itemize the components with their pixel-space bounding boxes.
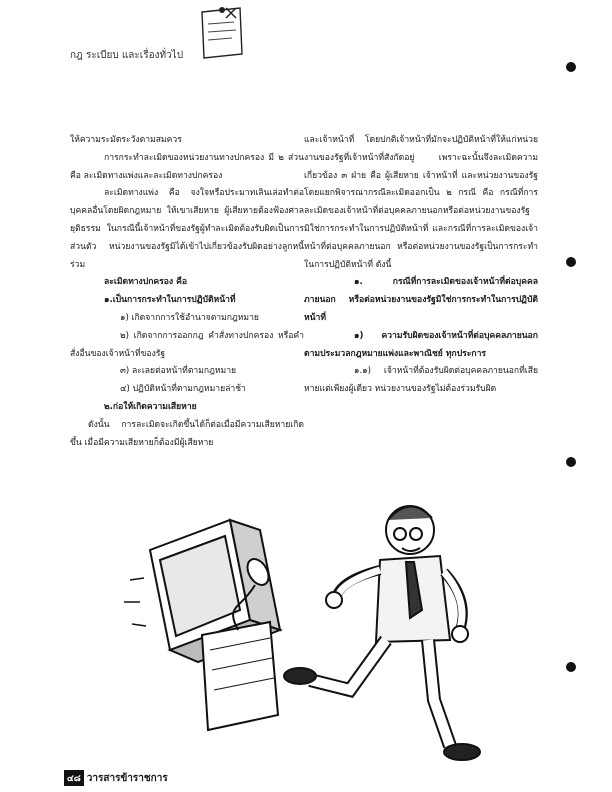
cartoon-man: [284, 506, 480, 760]
paragraph: ดังนั้น การละเมิดจะเกิดขึ้นได้ก็ต่อเมื่อมีความเสียหายเกิดขึ้น เมื่อมีความเสียหายก็ต้องมีผู้เสียหาย: [70, 419, 304, 448]
memo-note-icon: [196, 4, 246, 60]
paragraph: ๒.ก่อให้เกิดความเสียหาย: [104, 401, 197, 412]
journal-title: วารสารข้าราชการ: [86, 772, 168, 784]
paragraph: ให้ความระมัดระวังตามสมควร: [70, 135, 182, 145]
paragraph: ๑) เกิดจากการใช้อำนาจตามกฎหมาย: [120, 312, 259, 323]
motion-lines: [124, 578, 146, 626]
binder-hole-icon: [566, 662, 576, 672]
left-column: [70, 132, 304, 452]
binder-hole-icon: [566, 257, 576, 267]
right-column: [304, 132, 538, 399]
binder-hole-icon: [566, 457, 576, 467]
paragraph: ๒) เกิดจากการออกกฎ คำสั่งทางปกครอง หรือคำสั่งอื่นของเจ้าหน้าที่ของรัฐ: [70, 330, 304, 359]
paragraph: ๔) ปฏิบัติหน้าที่ตามกฎหมายล่าช้า: [120, 384, 246, 395]
page-number: ๔๘: [64, 770, 84, 786]
page-footer: [64, 770, 168, 786]
paragraph: และเจ้าหน้าที่ โดยปกติเจ้าหน้าที่มักจะปฏิบัติหน้าที่ให้แก่หน่วยงานของรัฐที่เจ้าหน้าที่สังกัดอยู่ เพราะฉะนั้นจึงละเมิดความเกี่ยวข้อง ๓ ฝ่าย คือ ผู้เสียหาย เจ้าหน้าที่ และหน่วยงานของรัฐ โดยแยกพิจารณากรณีละเมิดออกเป็น ๒ กรณี คือ กรณีที่การละเมิดของเจ้าหน้าที่ต่อบุคคลภายนอกหรือต่อหน่วยงานของรัฐมิใช่การกระทำในการปฏิบัติหน้าที่ และกรณีที่การละเมิดของเจ้าหน้าที่ต่อบุคคลภายนอก หรือต่อหน่วยงานของรัฐเป็นการกระทำในการปฏิบัติหน้าที่ ดังนี้: [304, 135, 538, 270]
paragraph: ๓) ละเลยต่อหน้าที่ตามกฎหมาย: [120, 366, 237, 377]
paragraph: ๑) ความรับผิดของเจ้าหน้าที่ต่อบุคคลภายนอกตามประมวลกฎหมายแพ่งและพาณิชย์ ทุกประการ: [304, 330, 538, 359]
paragraph: ละเมิดทางแพ่ง คือ จงใจหรือประมาทเลินเล่อทำต่อบุคคลอื่นโดยผิดกฎหมาย ให้เขาเสียหาย ผู้เสียหายต้องฟ้องศาลยุติธรรม ในกรณีนี้เจ้าหน้าที่ของรัฐผู้ทำละเมิดต้องรับผิดเป็นการส่วนตัว หน่วยงานของรัฐมิได้เข้าไปเกี่ยวข้องรับผิดอย่างลูกหนี้ร่วม: [70, 188, 304, 270]
section-header: กฎ ระเบียบ และเรื่องทั่วไป: [70, 50, 184, 61]
binder-hole-icon: [566, 62, 576, 72]
paragraph: ละเมิดทางปกครอง คือ: [104, 277, 188, 288]
paragraph: ๑.๑) เจ้าหน้าที่ต้องรับผิดต่อบุคคลภายนอกที่เสียหายแต่เพียงผู้เดียว หน่วยงานของรัฐไม่ต้องร่วมรับผิด: [304, 366, 538, 395]
keyboard: [202, 622, 278, 730]
paragraph: การกระทำละเมิดของหน่วยงานทางปกครอง มี ๒ ส่วน คือ ละเมิดทางแพ่งและละเมิดทางปกครอง: [70, 152, 304, 181]
paragraph: ๑. กรณีที่การละเมิดของเจ้าหน้าที่ต่อบุคคลภายนอก หรือต่อหน่วยงานของรัฐมิใช่การกระทำในการปฏิบัติหน้าที่: [304, 277, 538, 323]
cartoon-man-kicking-computer: [110, 490, 490, 770]
paragraph: ๑.เป็นการกระทำในการปฏิบัติหน้าที่: [104, 295, 236, 306]
